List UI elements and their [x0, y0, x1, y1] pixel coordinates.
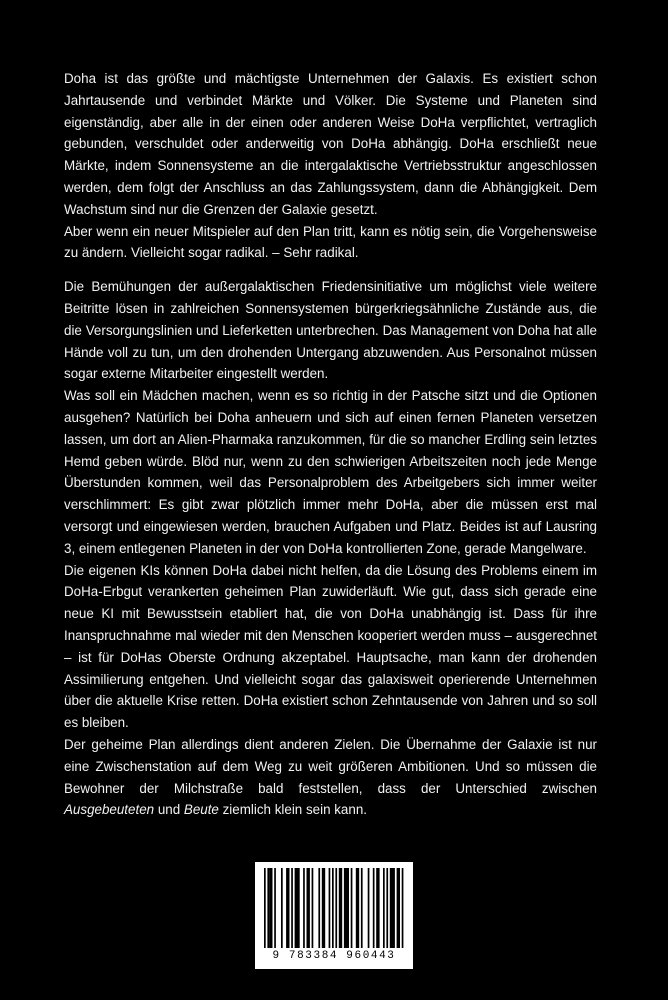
blurb-emphasis-beute: Beute: [183, 802, 219, 818]
barcode-bar: [361, 868, 363, 948]
barcode-bar: [307, 868, 310, 948]
barcode-bar: [291, 868, 293, 948]
barcode-bar: [267, 868, 269, 948]
barcode-bar: [390, 868, 395, 948]
barcode-bar: [286, 868, 289, 948]
barcode-bar: [339, 868, 342, 948]
blurb-paragraph-5: Die eigenen KIs können DoHa dabei nicht helfen, da die Lösung des Problems einem im DoHa-Erbgut verankerten geheimen Plan zuwiderläuft. Wie gut, dass sich gerade eine neue KI mit Bewusstsein etabliert hat, die von DoHa unabhängig ist. Dass für ihre Inanspruchnahme mal wieder mit den Menschen kooperiert werden muss – ausgerechnet – ist für DoHas Oberste Ordnung akzeptabel. Hauptsache, man kann der drohenden Assimilierung entgehen. Und vielleicht sogar das galaxisweit operierende Unternehmen über die aktuelle Krise retten. DoHa existiert schon Zehntausende von Jahren und so soll es bleiben.: [64, 562, 597, 731]
barcode-bar: [351, 868, 353, 948]
isbn-digits: 9 783384 960443: [272, 950, 396, 962]
blurb-paragraph-4: Was soll ein Mädchen machen, wenn es so richtig in der Patsche sitzt und die Optionen ausgehen? Natürlich bei Doha anheuern und sich auf einen fernen Planeten versetzen lassen, um dort an Alien-Pharmaka ranzukommen, für die so mancher Erdling sein letztes Hemd geben würde. Blöd nur, wenn zu den schwierigen Arbeitszeiten noch jede Menge Überstunden kommen, weil das Personalproblem des Arbeitgebers sich immer weiter verschlimmert: Es gibt zwar plötzlich immer mehr DoHa, aber die müssen erst mal versorgt und eingewiesen werden, brauchen Aufgaben und Platz. Beides ist auf Lausring 3, einem entlegenen Planeten in der von DoHa kontrollierten Zone, gerade Mangelware.: [64, 388, 597, 556]
blurb-paragraph-6-start: Der geheime Plan allerdings dient anderen Zielen. Die Übernahme der Galaxie ist nur eine Zwischenstation auf dem Weg zu weit größeren Ambitionen. Und so müssen die Bewohner der Milchstraße bald feststellen, dass der Unterschied zwischen: [64, 736, 597, 796]
blurb-paragraph-3: Die Bemühungen der außergalaktischen Friedensinitiative um möglichst viele weitere Beitritte lösen in zahlreichen Sonnensystemen bürgerkriegsähnliche Zustände aus, die die Versorgungslinien und Lieferketten unterbrechen. Das Management von Doha hat alle Hände voll zu tun, um den drohenden Untergang abzuwenden. Aus Personalnot müssen sogar externe Mitarbeiter eingestellt werden.: [64, 279, 597, 382]
isbn-barcode: [255, 862, 413, 969]
barcode-bar: [329, 868, 331, 948]
barcode-bar: [312, 868, 314, 948]
barcode-bar: [402, 868, 404, 948]
barcode-bar: [274, 868, 276, 948]
blurb-emphasis-ausgebeuteten: Ausgebeuteten: [64, 802, 155, 818]
barcode-bar: [269, 868, 272, 948]
blurb-paragraph-6: [64, 734, 597, 821]
barcode-bar: [344, 868, 349, 948]
blurb-paragraph-6-mid: und: [154, 802, 184, 818]
barcode-bar: [281, 868, 283, 948]
back-cover-blurb: [64, 68, 597, 821]
barcode-bar: [386, 868, 388, 948]
blurb-paragraph-1: Doha ist das größte und mächtigste Unternehmen der Galaxis. Es existiert schon Jahrtausende und verbindet Märkte und Völker. Die Systeme und Planeten sind eigenständig, aber alle in der einen oder anderen Weise DoHa verpflichtet, vertraglich gebunden, verschuldet oder anderweitig von DoHa abhängig. DoHa erschließt neue Märkte, indem Sonnensysteme an die intergalaktische Vertriebsstruktur angeschlossen werden, dem folgt der Anschluss an das Zahlungssystem, dann die Abhängigkeit. Dem Wachstum sind nur die Grenzen der Galaxie gesetzt.: [64, 71, 597, 217]
barcode-bar: [383, 868, 385, 948]
barcode-bar: [318, 868, 320, 948]
barcode-bar: [397, 868, 400, 948]
barcode-bar: [356, 868, 359, 948]
barcode-bar: [303, 868, 305, 948]
blurb-paragraph-6-end: ziemlich klein sein kann.: [218, 802, 367, 818]
barcode-bars: [262, 868, 406, 948]
barcode-bar: [332, 868, 334, 948]
barcode-bar: [373, 868, 375, 948]
paragraph-spacer: [64, 264, 597, 276]
barcode-bar: [335, 868, 337, 948]
barcode-bar: [376, 868, 379, 948]
barcode-bar: [368, 868, 370, 948]
barcode-bar: [322, 868, 325, 948]
barcode-bar: [264, 868, 266, 948]
barcode-bar: [295, 868, 300, 948]
blurb-paragraph-2: Aber wenn ein neuer Mitspieler auf den Plan tritt, kann es nötig sein, die Vorgehensweise zu ändern. Vielleicht sogar radikal. – Sehr radikal.: [64, 223, 597, 261]
